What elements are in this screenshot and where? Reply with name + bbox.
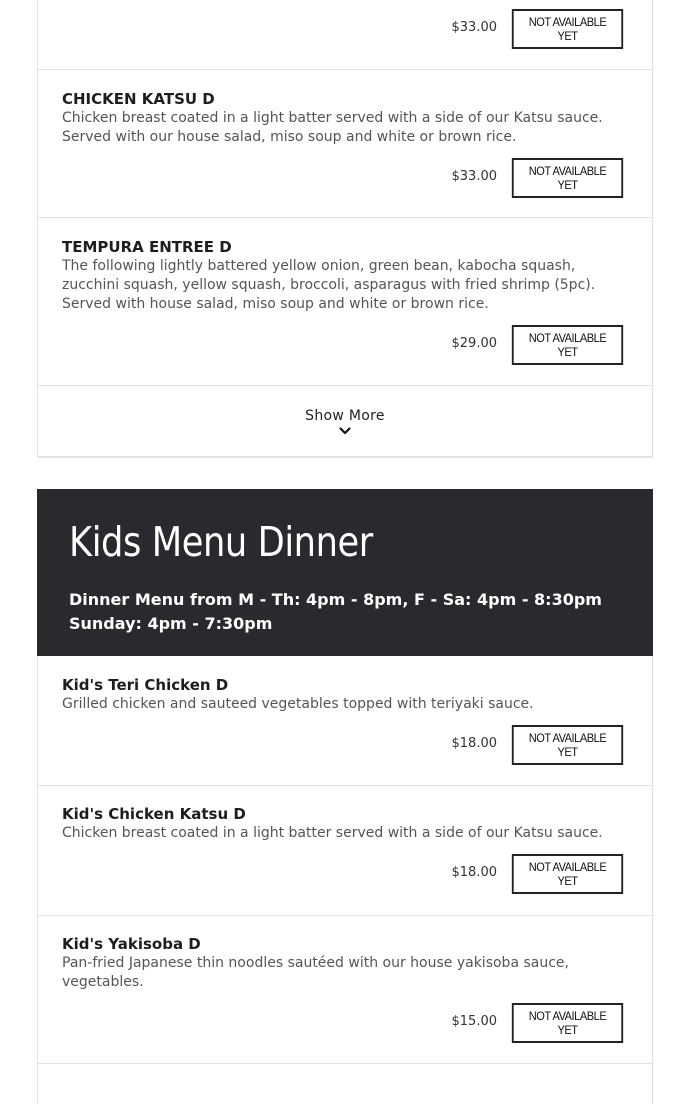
menu-item-description: The following lightly battered yellow onion, green bean, kabocha squash, zucchini squash, yellow squash, broccoli, asparagus with fried shrimp (5pc). Served with house salad, miso soup and white or brown rice. xyxy=(62,258,596,312)
not-available-button[interactable]: NOT AVAILABLE YET xyxy=(512,158,623,198)
menu-item-price: $18.00 xyxy=(451,864,497,880)
menu-item xyxy=(38,218,652,386)
not-available-button[interactable]: NOT AVAILABLE YET xyxy=(512,854,623,894)
menu-item-name: TEMPURA ENTREE D xyxy=(62,238,232,256)
menu-item-actions xyxy=(62,9,628,49)
menu-item-price: $33.00 xyxy=(451,19,497,35)
dinner-menu-card xyxy=(37,0,653,458)
menu-item-price: $33.00 xyxy=(451,168,497,184)
menu-item xyxy=(38,0,652,70)
menu-item-actions xyxy=(62,325,628,365)
menu-item-price: $18.00 xyxy=(451,735,497,751)
menu-item-actions xyxy=(62,158,628,198)
section-header xyxy=(37,489,653,656)
menu-item xyxy=(38,916,652,1064)
kids-menu-card xyxy=(37,656,653,1104)
section-hours: Dinner Menu from M - Th: 4pm - 8pm, F - Sa: 4pm - 8:30pm Sunday: 4pm - 7:30pm xyxy=(69,590,602,633)
menu-item-name: Kid's Teri Chicken D xyxy=(62,676,229,694)
menu-item-name: Kid's Chicken Katsu D xyxy=(62,805,246,823)
menu-item-name: Kid's Yakisoba D xyxy=(62,935,201,953)
not-available-button[interactable]: NOT AVAILABLE YET xyxy=(512,725,623,765)
menu-item xyxy=(38,656,652,786)
menu-item-description: Pan-fried Japanese thin noodles sautéed with our house yakisoba sauce, vegetables. xyxy=(62,955,569,990)
menu-item xyxy=(38,786,652,916)
not-available-button[interactable]: NOT AVAILABLE YET xyxy=(512,9,623,49)
menu-item-price: $15.00 xyxy=(451,1013,497,1029)
not-available-button[interactable]: NOT AVAILABLE YET xyxy=(512,1003,623,1043)
menu-item-price: $29.00 xyxy=(451,335,497,351)
menu-item-name: CHICKEN KATSU D xyxy=(62,90,215,108)
menu-item-description: Chicken breast coated in a light batter served with a side of our Katsu sauce. xyxy=(62,825,603,841)
menu-item-actions xyxy=(62,1003,628,1043)
show-more-button[interactable] xyxy=(38,386,652,457)
menu-item-actions xyxy=(62,854,628,894)
menu-item xyxy=(38,70,652,218)
not-available-button[interactable]: NOT AVAILABLE YET xyxy=(512,325,623,365)
menu-item-description: Grilled chicken and sauteed vegetables topped with teriyaki sauce. xyxy=(62,696,534,712)
menu-item xyxy=(38,1064,652,1104)
menu-item-description: Chicken breast coated in a light batter served with a side of our Katsu sauce. Served with our house salad, miso soup and white or brown rice. xyxy=(62,110,603,145)
chevron-down-icon xyxy=(339,427,351,435)
show-more-label: Show More xyxy=(305,407,385,424)
section-title: Kids Menu Dinner xyxy=(69,518,373,566)
menu-item-actions xyxy=(62,725,628,765)
